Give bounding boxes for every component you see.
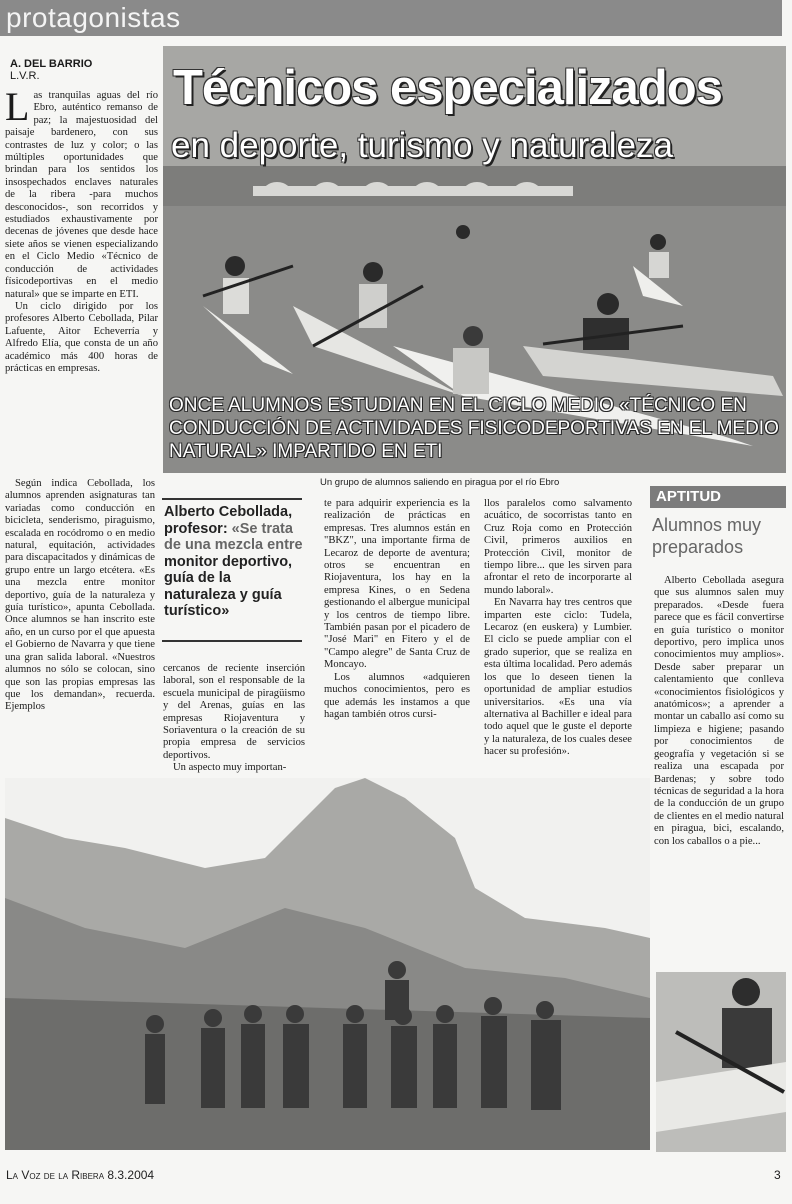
sidebar-paragraph: Alberto Cebollada asegura que sus alumnos salen muy preparados. «Desde fuera parece que es fácil convertirse en guía turístico o monitor deportivo, pero implica unos conocimientos muy amplios». Desde saber preparar un calentamiento que conlleva «conocimientos fisiológicos y anatómicos»; a aprender a montar un caballo así como su limpieza e higiene; pasando por conocimientos de geografía y vegetación si se realiza una escapada por Bardenas; y sobre todo técnicas de seguridad a la hora de la conducción de un grupo de clientes en el medio natural en piragua, bici, escalando, con los caballos o a pie... — [654, 575, 784, 847]
hero-kayak-photo — [163, 46, 786, 473]
pull-quote-top-rule — [162, 498, 302, 500]
bardenas-group-image — [5, 778, 650, 1150]
kayaker-image — [656, 972, 786, 1152]
sidebar-title: Alumnos muy preparados — [652, 515, 762, 557]
pull-quote-lead: Alberto Cebollada, profesor: — [164, 504, 293, 537]
article-paragraph-5: Un aspecto muy importan- — [173, 762, 287, 774]
headline: Técnicos especializados — [173, 61, 722, 115]
photo-caption: Un grupo de alumnos saliendo en piragua por el río Ebro — [320, 477, 560, 488]
page-number: 3 — [774, 1168, 781, 1182]
byline — [10, 58, 92, 82]
byline-author: A. DEL BARRIO — [10, 58, 93, 70]
drop-cap: L — [5, 84, 30, 129]
pull-quote-bottom-rule — [162, 640, 302, 642]
headline-kicker: ONCE ALUMNOS ESTUDIAN EN EL CICLO MEDIO «TÉCNICO EN CONDUCCIÓN DE ACTIVIDADES FISICODEPORTIVAS EN EL MEDIO NATURAL» IMPARTIDO EN ETI — [169, 395, 779, 462]
article-paragraph-9: En Navarra hay tres centros que imparten este ciclo: Tudela, Lecaroz (en euskera) y Lumbier. El ciclo se puede ampliar con el grado superior, que se realiza en esta última localidad. Pero además los que lo deseen tienen la oportunidad de ampliar estudios universitarios. «Es una vía alternativa al Bachiller e ideal para todo aquel que le guste el deporte y la naturaleza, de los cuales desee hacer su profesión». — [484, 597, 632, 758]
article-paragraph-4: cercanos de reciente inserción laboral, son el responsable de la escuela municipal de piragüismo y del Arenas, guías en las empresas Riojaventura y Soriaventura o la creación de su propia empresa de servicios deportivos. — [163, 663, 305, 761]
article-paragraph-1: as tranquilas aguas del río Ebro, auténtico remanso de paz; la majestuosidad del paisaje bardenero, con sus contrastes de luz y color; o las múltiples oportunidades que brindan para los sentidos los insospechados enclaves naturales de la ribera -para muchos desconocidos-, son recorridos y estudiados exhaustivamente por decenas de jóvenes que desde hace siete años se vienen especializando en el Ciclo Medio «Técnico de conducción de actividades físicodeportivas en el medio natural» que se imparte en ETI. — [5, 90, 158, 300]
footer-date: 8.3.2004 — [107, 1168, 155, 1182]
sidebar-text — [654, 575, 784, 848]
article-column-3 — [324, 498, 470, 721]
article-paragraph-8: llos paralelos como salvamento acuático, de socorristas tanto en Cruz Roja como en Protección Civil, primeros auxilios en Protección Civil, monitor de tiempo libre... que les sirven para afrontar el reto de incorporarte al mundo laboral». — [484, 498, 632, 596]
sidebar-label: APTITUD — [656, 488, 721, 505]
article-column-1 — [5, 84, 158, 375]
pull-quote — [164, 504, 304, 620]
article-column-2 — [163, 663, 305, 775]
footer-publication-name: La Voz de la Ribera — [6, 1168, 105, 1182]
section-title: protagonistas — [6, 2, 181, 33]
headline-subtitle: en deporte, turismo y naturaleza — [171, 126, 673, 165]
article-column-4 — [484, 498, 632, 759]
article-paragraph-2: Un ciclo dirigido por los profesores Alberto Cebollada, Pilar Lafuente, Aitor Echeverría y Alfredo Elía, que consta de un año académico más 400 horas de prácticas en empresas. — [5, 300, 158, 374]
footer-publication — [6, 1168, 154, 1182]
article-paragraph-7: Los alumnos «adquieren muchos conocimientos, pero es que además les instamos a que hagan también otros cursi- — [324, 671, 470, 720]
article-paragraph-3: Según indica Cebollada, los alumnos aprenden asignaturas tan variadas como conducción en bicicleta, senderismo, piraguismo, escalada en rocódromo o en medio natural, equitación, actividades para discapacitados y dinámicas de grupo entre un largo etcétera. «Es una mezcla entre monitor deportivo, guía de la naturaleza y guía turístico», apunta Cebollada. Once alumnos se han inscrito este año, en un curso por el que apuesta el Gobierno de Navarra y que tiene una gran salida laboral. «Nuestros alumnos no sólo se colocan, sino que son las propias empresas las que los demandan», recuerda. Ejemplos — [5, 478, 155, 713]
kayaker-photo — [656, 972, 786, 1152]
byline-agency: L.V.R. — [10, 70, 40, 82]
article-column-1-continued — [5, 478, 155, 714]
pull-quote-rest: monitor deportivo, guía de la naturaleza y guía turístico» — [164, 553, 293, 619]
pull-quote-highlight: «Se trata de una mezcla entre — [164, 520, 303, 553]
article-paragraph-6: te para adquirir experiencia es la realización de prácticas en empresas. Tres alumnos están en "BKZ", una importante firma de Lecaroz de deporte de aventura; otros se encuentran en Riojaventura, los hay en la empresa Kines, o en Sedena gestionando el albergue municipal y los centros de tiempo libre. También pasan por el picadero de "José Mari" en Fitero y el de "Campo alegre" de Santa Cruz de Moncayo. — [324, 498, 470, 671]
group-hiking-photo — [5, 778, 650, 1150]
